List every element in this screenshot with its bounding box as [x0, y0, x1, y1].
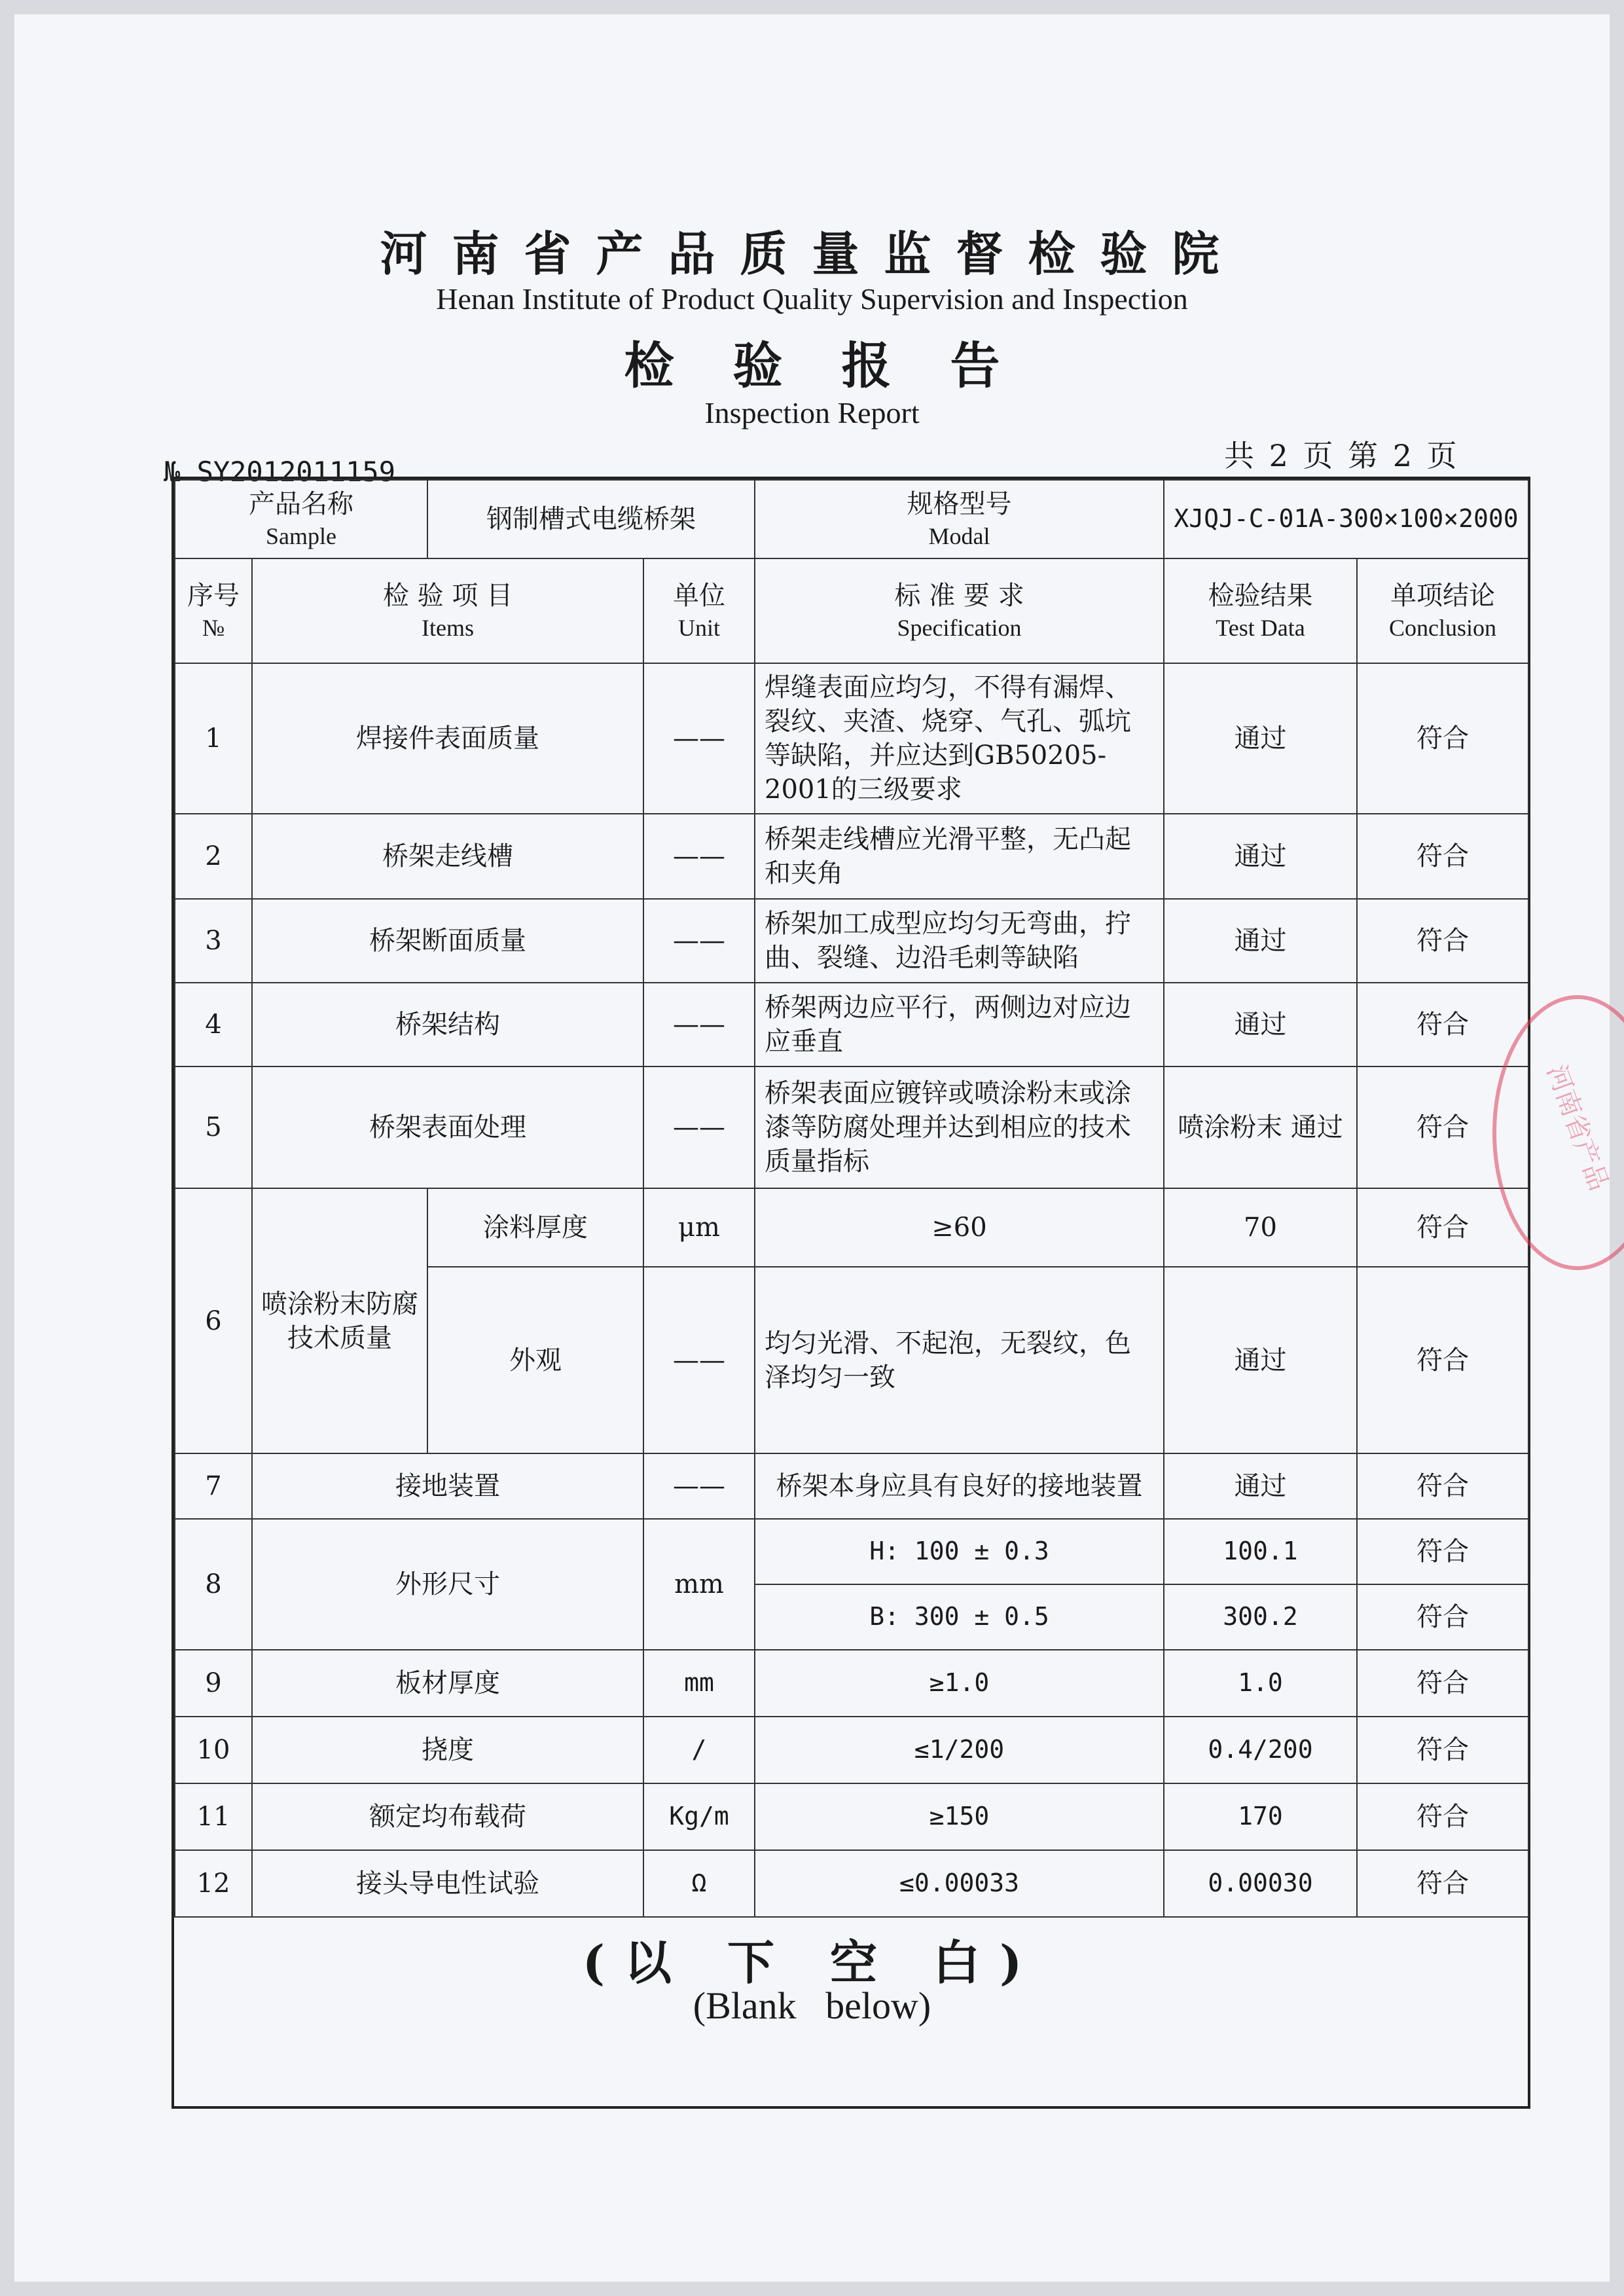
row-unit: ——	[643, 1066, 755, 1188]
product-name-label-cn: 产品名称	[249, 488, 353, 519]
row-no: 10	[175, 1717, 252, 1783]
institute-title-cn: 河南省产品质量监督检验院	[380, 226, 1244, 282]
row-spec: 桥架加工成型应均匀无弯曲，拧曲、裂缝、边沿毛刺等缺陷	[755, 899, 1164, 983]
row-item: 接头导电性试验	[252, 1850, 643, 1917]
row-spec: 焊缝表面应均匀，不得有漏焊、裂纹、夹渣、烧穿、气孔、弧坑等缺陷，并应达到GB50205-2001的三级要求	[755, 663, 1164, 814]
table-row	[175, 1717, 1528, 1783]
row-conclusion: 符合	[1357, 814, 1528, 899]
blank-below-cn: (以 下 空 白)	[582, 1935, 1042, 1990]
row-no: 2	[175, 814, 252, 899]
row-unit: /	[643, 1717, 755, 1783]
row-unit: Kg/m	[643, 1783, 755, 1850]
row-unit: Ω	[643, 1850, 755, 1917]
row-spec: ≥60	[755, 1188, 1164, 1267]
table-row	[175, 983, 1528, 1066]
row-spec: 桥架两边应平行，两侧边对应边应垂直	[755, 983, 1164, 1066]
row-result: 0.00030	[1164, 1850, 1357, 1917]
row-no: 1	[175, 663, 252, 814]
row-spec: 桥架走线槽应光滑平整，无凸起和夹角	[755, 814, 1164, 899]
row-item: 桥架表面处理	[252, 1066, 643, 1188]
row-result: 1.0	[1164, 1650, 1357, 1717]
row-spec: ≥150	[755, 1783, 1164, 1850]
row-item: 板材厚度	[252, 1650, 643, 1717]
table-row	[175, 814, 1528, 899]
table-row	[175, 1783, 1528, 1850]
table-row	[175, 663, 1528, 814]
row-no: 12	[175, 1850, 252, 1917]
row-spec: 均匀光滑、不起泡，无裂纹，色泽均匀一致	[755, 1267, 1164, 1453]
product-name-label	[175, 480, 427, 558]
row-result: 100.1	[1164, 1519, 1357, 1584]
row-spec: ≥1.0	[755, 1650, 1164, 1717]
table-row	[175, 899, 1528, 983]
col-header-unit	[643, 558, 755, 663]
row-conclusion: 符合	[1357, 1650, 1528, 1717]
row-item: 外观	[427, 1267, 643, 1453]
col-header-spec-en: Specification	[897, 614, 1022, 641]
col-header-unit-cn: 单位	[673, 580, 725, 611]
row-conclusion: 符合	[1357, 1717, 1528, 1783]
institute-title-en: Henan Institute of Product Quality Supervision and Inspection	[436, 282, 1188, 316]
row-conclusion: 符合	[1357, 899, 1528, 983]
report-number: № SY2012011159	[164, 456, 396, 488]
row-no: 6	[175, 1188, 252, 1453]
col-header-conclusion-en: Conclusion	[1389, 614, 1497, 641]
col-header-data-en: Test Data	[1216, 614, 1305, 641]
row-result: 通过	[1164, 1453, 1357, 1519]
table-row	[175, 1850, 1528, 1917]
row-no: 8	[175, 1519, 252, 1650]
row-conclusion: 符合	[1357, 1267, 1528, 1453]
col-header-no	[175, 558, 252, 663]
row-item: 挠度	[252, 1717, 643, 1783]
row-unit: mm	[643, 1650, 755, 1717]
row-no: 5	[175, 1066, 252, 1188]
blank-below-en: (Blank below)	[693, 1984, 931, 2027]
row-conclusion: 符合	[1357, 983, 1528, 1066]
row-conclusion: 符合	[1357, 1453, 1528, 1519]
inspection-table	[174, 479, 1529, 1918]
row-result: 通过	[1164, 899, 1357, 983]
row-result: 喷涂粉末 通过	[1164, 1066, 1357, 1188]
row-result: 0.4/200	[1164, 1717, 1357, 1783]
row-item: 额定均布载荷	[252, 1783, 643, 1850]
row-result: 300.2	[1164, 1584, 1357, 1650]
row-spec: ≤0.00033	[755, 1850, 1164, 1917]
row-spec: B: 300 ± 0.5	[755, 1584, 1164, 1650]
row-unit: ——	[643, 983, 755, 1066]
row-unit: ——	[643, 1453, 755, 1519]
model-label-en: Modal	[928, 522, 990, 549]
row-spec: 桥架本身应具有良好的接地装置	[755, 1453, 1164, 1519]
row-unit: ——	[643, 663, 755, 814]
row-result: 通过	[1164, 1267, 1357, 1453]
product-name-label-en: Sample	[266, 522, 336, 549]
row-no: 3	[175, 899, 252, 983]
report-title-cn: 检验报告	[624, 337, 1059, 395]
product-row	[175, 480, 1528, 558]
row-unit: μm	[643, 1188, 755, 1267]
row-item: 桥架走线槽	[252, 814, 643, 899]
row-no: 11	[175, 1783, 252, 1850]
model-value: XJQJ-C-01A-300×100×2000	[1164, 480, 1528, 558]
row-unit: ——	[643, 814, 755, 899]
model-label	[755, 480, 1164, 558]
seal-text: 河南省产品	[1540, 1061, 1614, 1195]
col-header-items-cn: 检 验 项 目	[382, 580, 513, 611]
row-conclusion: 符合	[1357, 1584, 1528, 1650]
col-header-conclusion	[1357, 558, 1528, 663]
col-header-data-cn: 检验结果	[1208, 580, 1313, 611]
row-spec: H: 100 ± 0.3	[755, 1519, 1164, 1584]
row-spec: 桥架表面应镀锌或喷涂粉末或涂漆等防腐处理并达到相应的技术质量指标	[755, 1066, 1164, 1188]
row-unit: mm	[643, 1519, 755, 1650]
model-label-cn: 规格型号	[907, 488, 1012, 519]
row-conclusion: 符合	[1357, 663, 1528, 814]
row-conclusion: 符合	[1357, 1066, 1528, 1188]
col-header-data	[1164, 558, 1357, 663]
row-result: 通过	[1164, 814, 1357, 899]
row-item: 焊接件表面质量	[252, 663, 643, 814]
col-header-conclusion-cn: 单项结论	[1390, 580, 1495, 611]
row-result: 170	[1164, 1783, 1357, 1850]
table-row	[175, 1066, 1528, 1188]
table-row	[175, 1453, 1528, 1519]
row-item: 涂料厚度	[427, 1188, 643, 1267]
row-conclusion: 符合	[1357, 1188, 1528, 1267]
table-row	[175, 1650, 1528, 1717]
row-unit: ——	[643, 1267, 755, 1453]
col-header-no-cn: 序号	[187, 580, 240, 611]
row-conclusion: 符合	[1357, 1783, 1528, 1850]
column-header-row	[175, 558, 1528, 663]
row-conclusion: 符合	[1357, 1850, 1528, 1917]
col-header-items-en: Items	[422, 614, 474, 641]
row-no: 7	[175, 1453, 252, 1519]
row-result: 通过	[1164, 663, 1357, 814]
col-header-spec	[755, 558, 1164, 663]
row-spec: ≤1/200	[755, 1717, 1164, 1783]
row-item: 接地装置	[252, 1453, 643, 1519]
row-no: 9	[175, 1650, 252, 1717]
row-item: 桥架结构	[252, 983, 643, 1066]
report-frame	[171, 477, 1530, 2109]
row-item: 桥架断面质量	[252, 899, 643, 983]
product-name-value: 钢制槽式电缆桥架	[427, 480, 755, 558]
col-header-spec-cn: 标 准 要 求	[894, 580, 1024, 611]
col-header-items	[252, 558, 643, 663]
row-conclusion: 符合	[1357, 1519, 1528, 1584]
page-info: 共 2 页 第 2 页	[1224, 438, 1460, 473]
row-item: 外形尺寸	[252, 1519, 643, 1650]
row-no: 4	[175, 983, 252, 1066]
row-group: 喷涂粉末防腐技术质量	[252, 1188, 427, 1453]
row-unit: ——	[643, 899, 755, 983]
report-title-en: Inspection Report	[704, 396, 920, 429]
col-header-no-en: №	[202, 614, 225, 641]
row-result: 70	[1164, 1188, 1357, 1267]
table-row	[175, 1188, 1528, 1267]
col-header-unit-en: Unit	[677, 614, 720, 641]
row-result: 通过	[1164, 983, 1357, 1066]
table-row	[175, 1519, 1528, 1584]
